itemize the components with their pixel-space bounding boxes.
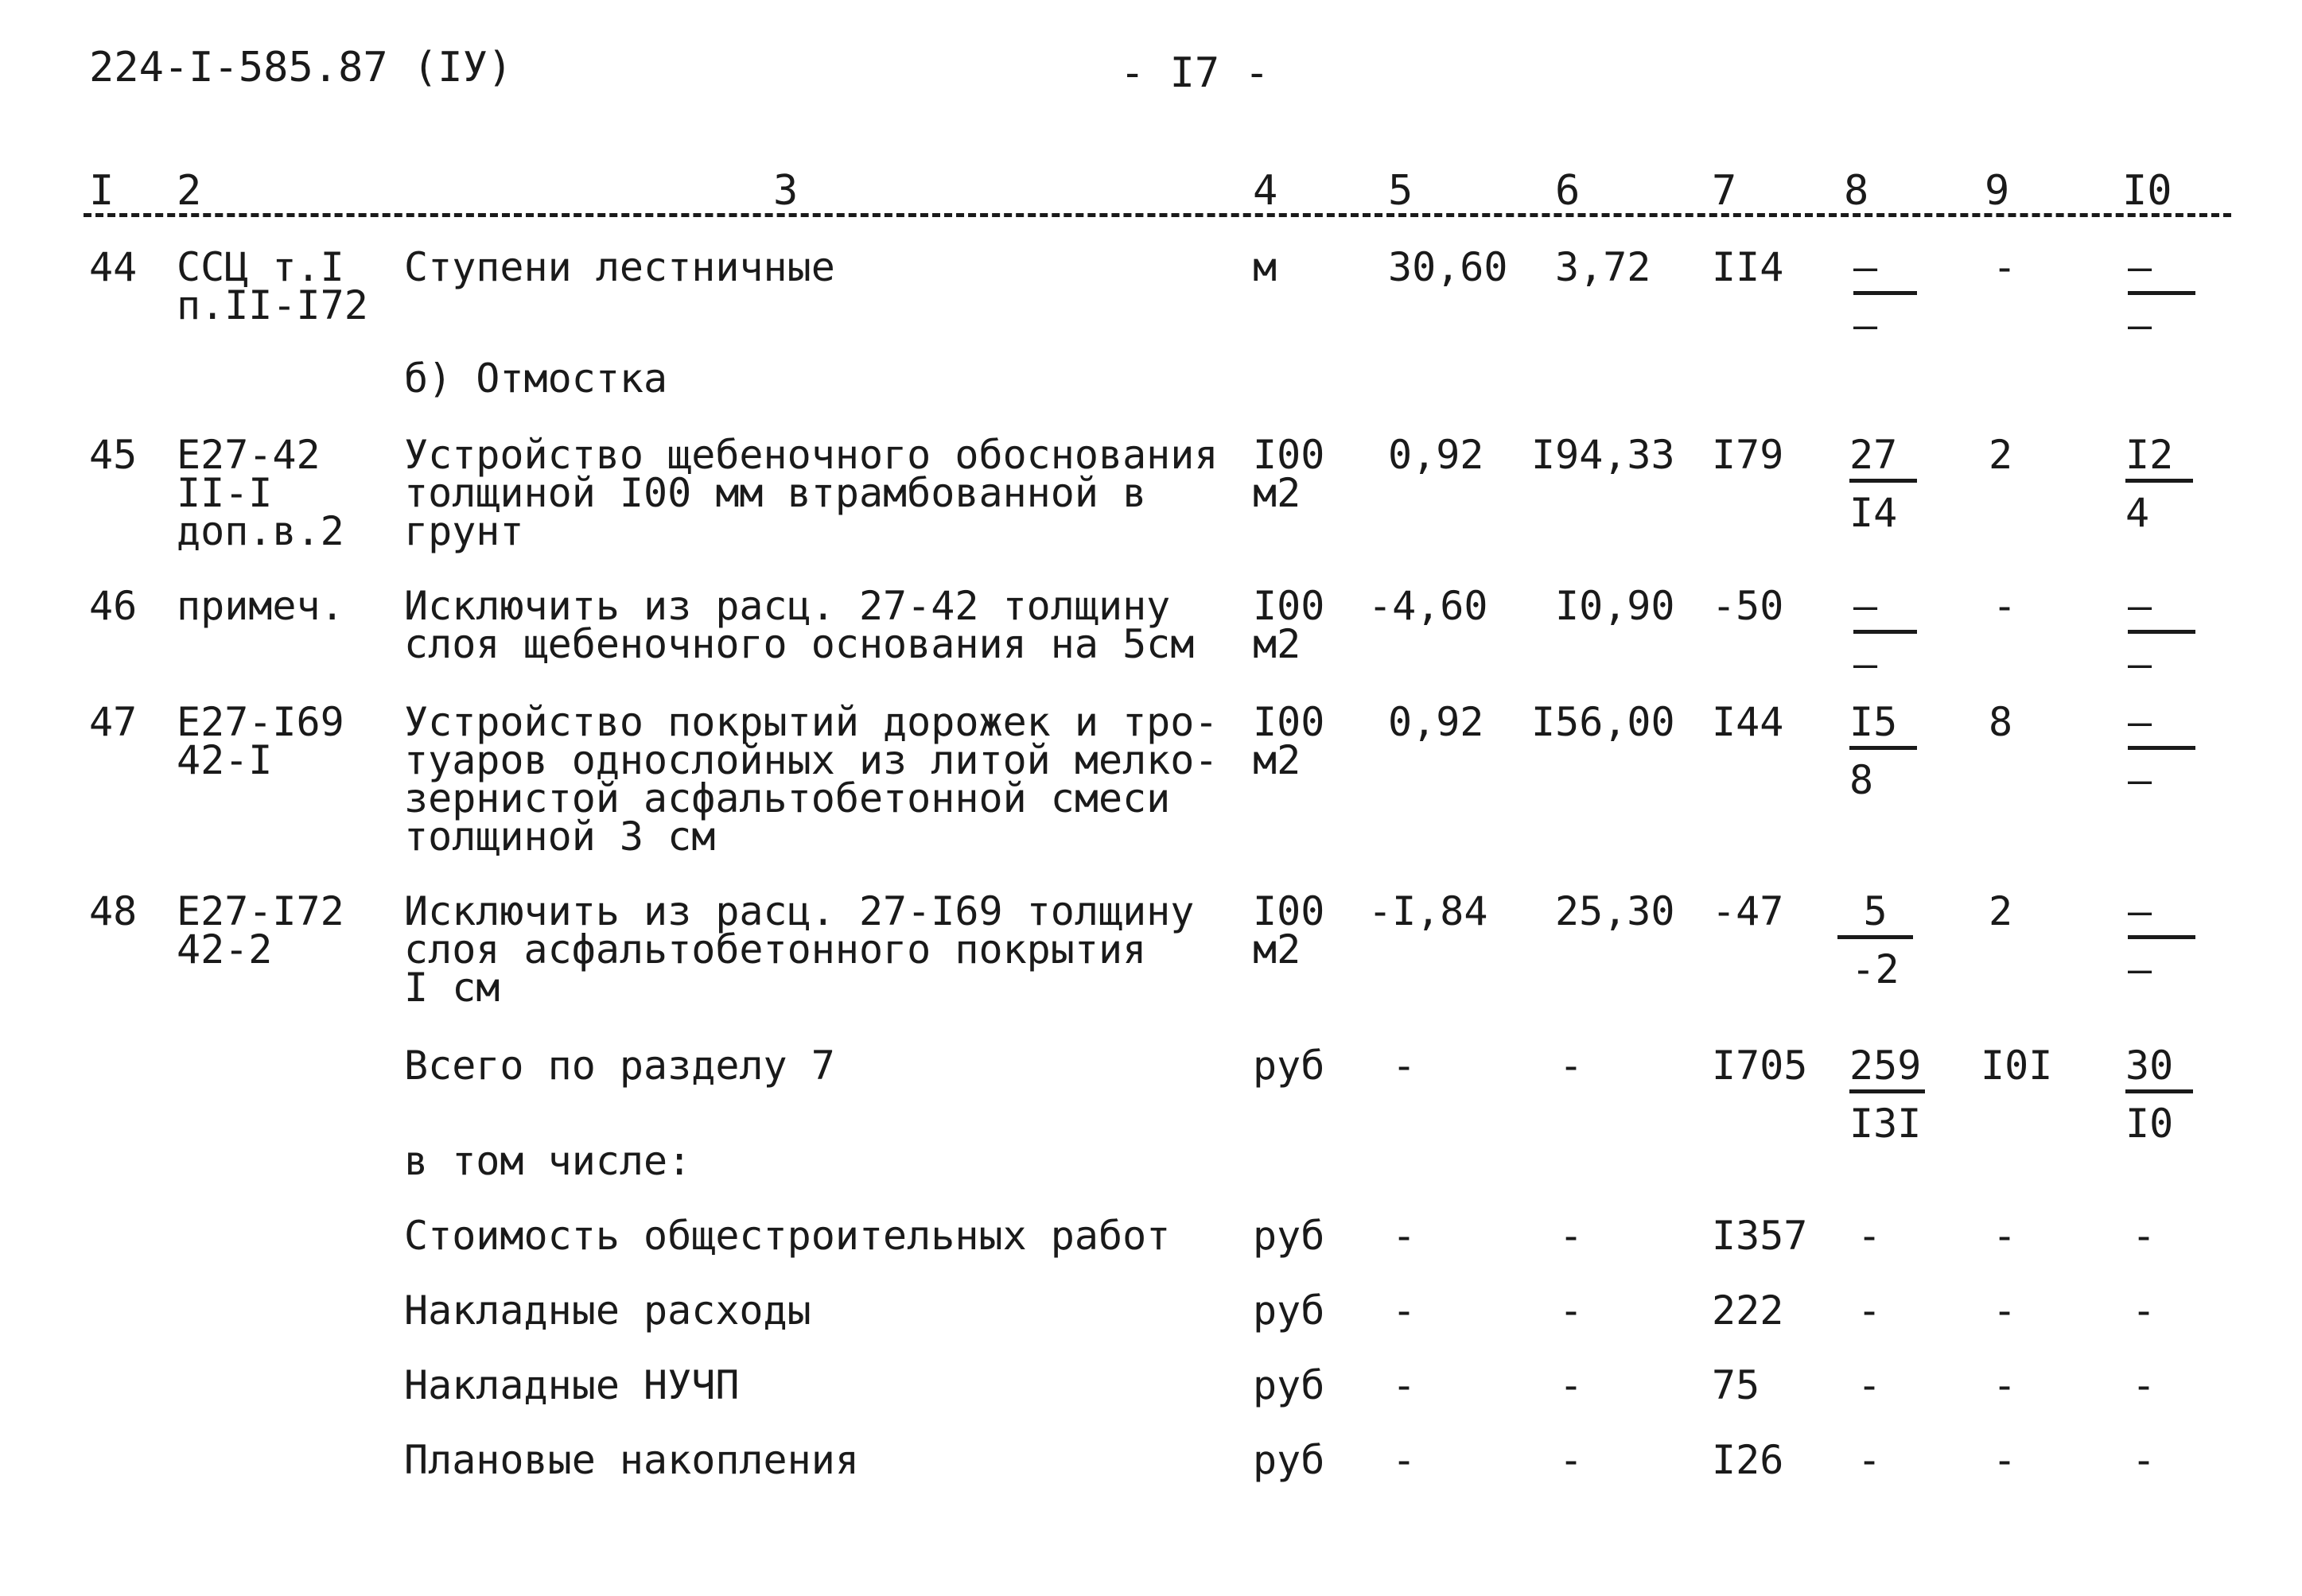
header-underline xyxy=(84,213,2231,217)
row-unit: I00 xyxy=(1253,888,1325,934)
row-quantity: 30,60 xyxy=(1388,244,1508,290)
col-3-header: 3 xyxy=(773,167,799,215)
row-unit: м2 xyxy=(1253,470,1301,516)
row-col9: - xyxy=(1993,583,2017,629)
breakdown-total: 222 xyxy=(1712,1287,1784,1334)
breakdown-unit: руб xyxy=(1253,1287,1325,1334)
row-description: толщиной I00 мм втрамбованной в xyxy=(404,470,1147,516)
row-col9: 2 xyxy=(1989,888,2013,934)
breakdown-col10: - xyxy=(2132,1437,2156,1483)
breakdown-unit: руб xyxy=(1253,1213,1325,1259)
row-description: Исключить из расц. 27-42 толщину xyxy=(404,583,1171,629)
row-code: Е27-I69 xyxy=(177,699,344,745)
row-description: слоя щебеночного основания на 5см xyxy=(404,621,1195,667)
row-code: 42-2 xyxy=(177,926,273,973)
breakdown-label: Накладные НУЧП xyxy=(404,1362,740,1408)
total-col8-fraction: $\frac{259}{I3I}$ xyxy=(1849,1047,1925,1143)
row-number: 46 xyxy=(89,583,138,629)
page-number: - I7 - xyxy=(1120,49,1270,97)
breakdown-price: - xyxy=(1559,1362,1584,1408)
row-col8-fraction: – – xyxy=(1853,587,1917,683)
row-unit: м2 xyxy=(1253,737,1301,783)
breakdown-col8: - xyxy=(1857,1213,1882,1259)
breakdown-quantity: - xyxy=(1392,1287,1417,1334)
row-code: ССЦ т.I xyxy=(177,244,344,290)
breakdown-price: - xyxy=(1559,1213,1584,1259)
row-total: -50 xyxy=(1712,583,1784,629)
row-description: Устройство покрытий дорожек и тро- xyxy=(404,699,1219,745)
row-description: Ступени лестничные xyxy=(404,244,835,290)
total-col10-fraction: $\frac{30}{I0}$ xyxy=(2125,1047,2193,1143)
col-10-header: I0 xyxy=(2122,167,2172,215)
total-label: Всего по разделу 7 xyxy=(404,1043,835,1089)
breakdown-total: I26 xyxy=(1712,1437,1784,1483)
row-code: II-I xyxy=(177,470,273,516)
breakdown-col10: - xyxy=(2132,1213,2156,1259)
row-number: 44 xyxy=(89,244,138,290)
col-8-header: 8 xyxy=(1844,167,1869,215)
row-number: 48 xyxy=(89,888,138,934)
breakdown-col9: - xyxy=(1993,1437,2017,1483)
row-col8-fraction: $\frac{I5}{8}$ xyxy=(1849,703,1917,799)
row-price: 3,72 xyxy=(1555,244,1651,290)
row-code: п.II-I72 xyxy=(177,282,368,328)
col-2-header: 2 xyxy=(177,167,202,215)
row-description: Устройство щебеночного обоснования xyxy=(404,432,1219,478)
breakdown-col10: - xyxy=(2132,1362,2156,1408)
row-description: слоя асфальтобетонного покрытия xyxy=(404,926,1147,973)
row-unit: м2 xyxy=(1253,926,1301,973)
total-price: - xyxy=(1559,1043,1584,1089)
row-col10-fraction: – – xyxy=(2128,587,2195,683)
breakdown-col9: - xyxy=(1993,1213,2017,1259)
row-quantity: 0,92 xyxy=(1388,699,1484,745)
row-col8-fraction: $\frac{5}{-2}$ xyxy=(1837,892,1913,988)
total-col9: I0I xyxy=(1981,1043,2053,1089)
breakdown-col10: - xyxy=(2132,1287,2156,1334)
breakdown-total: I357 xyxy=(1712,1213,1808,1259)
total-amount: I705 xyxy=(1712,1043,1808,1089)
row-col9: - xyxy=(1993,244,2017,290)
breakdown-col8: - xyxy=(1857,1287,1882,1334)
col-6-header: 6 xyxy=(1555,167,1581,215)
row-quantity: -I,84 xyxy=(1368,888,1488,934)
row-description: грунт xyxy=(404,508,524,554)
row-total: II4 xyxy=(1712,244,1784,290)
row-col9: 8 xyxy=(1989,699,2013,745)
row-code: Е27-I72 xyxy=(177,888,344,934)
row-description: толщиной 3 см xyxy=(404,814,716,860)
col-1-header: I xyxy=(89,167,115,215)
row-code: 42-I xyxy=(177,737,273,783)
breakdown-col8: - xyxy=(1857,1437,1882,1483)
row-number: 45 xyxy=(89,432,138,478)
breakdown-label: Накладные расходы xyxy=(404,1287,811,1334)
row-col10-fraction: – – xyxy=(2128,248,2195,344)
row-unit: I00 xyxy=(1253,699,1325,745)
row-col8-fraction: $\frac{27}{I4}$ xyxy=(1849,436,1917,532)
row-total: -47 xyxy=(1712,888,1784,934)
row-code: Е27-42 xyxy=(177,432,321,478)
col-5-header: 5 xyxy=(1388,167,1413,215)
row-price: I56,00 xyxy=(1531,699,1675,745)
row-col10-fraction: – – xyxy=(2128,892,2195,988)
breakdown-label: Плановые накопления xyxy=(404,1437,859,1483)
breakdown-quantity: - xyxy=(1392,1437,1417,1483)
row-code: доп.в.2 xyxy=(177,508,344,554)
breakdown-col9: - xyxy=(1993,1287,2017,1334)
breakdown-unit: руб xyxy=(1253,1362,1325,1408)
document-code: 224-I-585.87 (IУ) xyxy=(89,44,513,91)
including-label: в том числе: xyxy=(404,1138,692,1184)
row-col10-fraction: – – xyxy=(2128,703,2195,799)
row-col10-fraction: $\frac{I2}{4}$ xyxy=(2125,436,2193,532)
breakdown-col8: - xyxy=(1857,1362,1882,1408)
breakdown-quantity: - xyxy=(1392,1213,1417,1259)
breakdown-total: 75 xyxy=(1712,1362,1760,1408)
breakdown-price: - xyxy=(1559,1287,1584,1334)
col-7-header: 7 xyxy=(1712,167,1737,215)
row-quantity: -4,60 xyxy=(1368,583,1488,629)
col-4-header: 4 xyxy=(1253,167,1278,215)
row-description: зернистой асфальтобетонной смеси xyxy=(404,775,1171,821)
row-total: I79 xyxy=(1712,432,1784,478)
row-code: примеч. xyxy=(177,583,344,629)
row-unit: I00 xyxy=(1253,583,1325,629)
row-description: туаров однослойных из литой мелко- xyxy=(404,737,1219,783)
breakdown-col9: - xyxy=(1993,1362,2017,1408)
row-quantity: 0,92 xyxy=(1388,432,1484,478)
row-price: 25,30 xyxy=(1555,888,1675,934)
row-unit: I00 xyxy=(1253,432,1325,478)
subsection-title: б) Отмостка xyxy=(404,355,668,402)
col-9-header: 9 xyxy=(1985,167,2010,215)
row-col9: 2 xyxy=(1989,432,2013,478)
breakdown-quantity: - xyxy=(1392,1362,1417,1408)
total-quantity: - xyxy=(1392,1043,1417,1089)
row-price: I94,33 xyxy=(1531,432,1675,478)
total-unit: руб xyxy=(1253,1043,1325,1089)
row-price: I0,90 xyxy=(1555,583,1675,629)
row-total: I44 xyxy=(1712,699,1784,745)
row-unit: м2 xyxy=(1253,621,1301,667)
breakdown-label: Стоимость общестроительных работ xyxy=(404,1213,1171,1259)
row-description: I см xyxy=(404,965,500,1011)
breakdown-unit: руб xyxy=(1253,1437,1325,1483)
row-unit: м xyxy=(1253,244,1277,290)
breakdown-price: - xyxy=(1559,1437,1584,1483)
row-number: 47 xyxy=(89,699,138,745)
row-description: Исключить из расц. 27-I69 толщину xyxy=(404,888,1195,934)
row-col8-fraction: – – xyxy=(1853,248,1917,344)
